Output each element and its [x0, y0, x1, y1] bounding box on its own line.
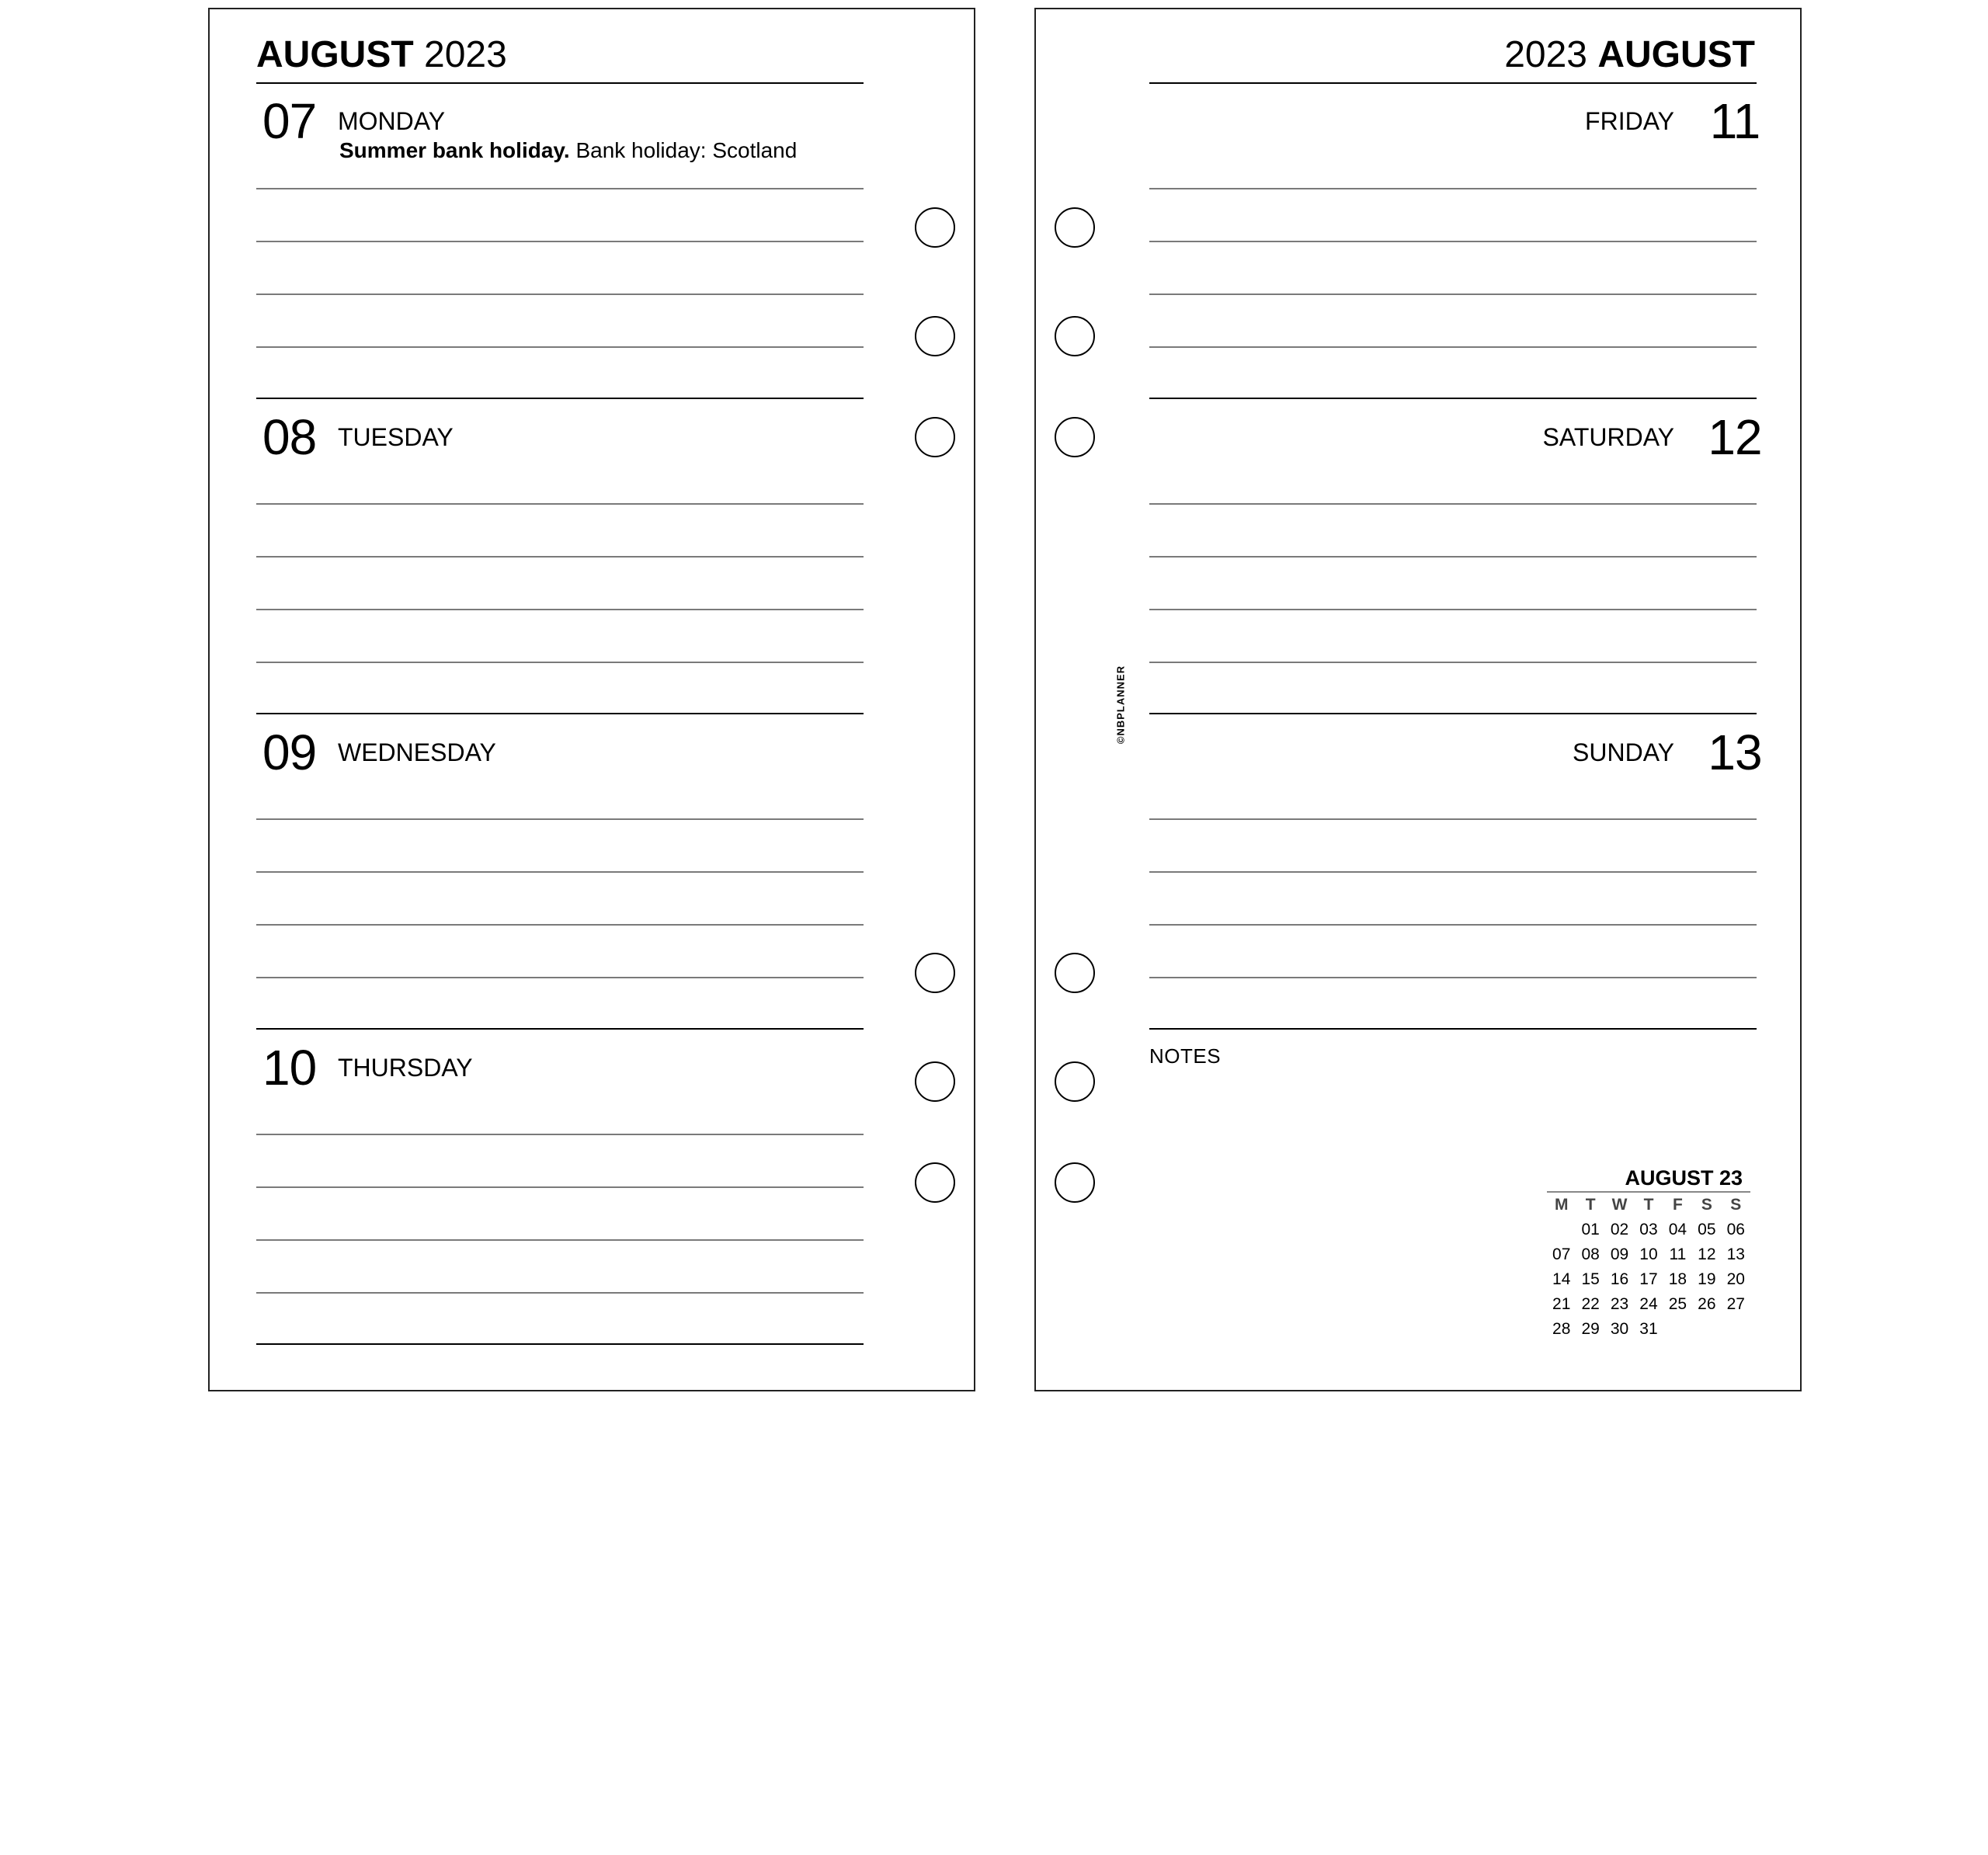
calendar-day: 21	[1552, 1295, 1571, 1313]
calendar-day: 19	[1698, 1270, 1716, 1288]
binder-hole-icon	[915, 1061, 955, 1102]
calendar-day: 29	[1581, 1320, 1600, 1338]
calendar-day: 27	[1726, 1295, 1745, 1313]
writing-line[interactable]	[256, 818, 864, 820]
day-name: FRIDAY	[1585, 107, 1674, 135]
writing-line[interactable]	[256, 503, 864, 505]
calendar-day: 02	[1610, 1221, 1629, 1238]
page-header	[1504, 33, 1755, 78]
writing-line[interactable]	[1149, 503, 1757, 505]
writing-line[interactable]	[1149, 556, 1757, 558]
day-number: 08	[262, 409, 317, 465]
calendar-day: 18	[1668, 1270, 1687, 1288]
day-number: 10	[262, 1040, 317, 1096]
day-separator	[256, 82, 864, 84]
copyright-mark: ©NBPLANNER	[1114, 665, 1127, 745]
day-number: 07	[262, 93, 317, 149]
writing-line[interactable]	[1149, 346, 1757, 348]
header-month: AUGUST	[256, 34, 414, 75]
page-header	[256, 33, 507, 78]
calendar-day: 04	[1668, 1221, 1687, 1238]
calendar-day	[1663, 1317, 1692, 1342]
day-separator	[256, 713, 864, 714]
header-year: 2023	[1504, 34, 1587, 75]
day-number: 12	[1708, 409, 1762, 465]
calendar-week-row	[1547, 1292, 1750, 1317]
writing-line[interactable]	[256, 871, 864, 873]
calendar-day: 15	[1581, 1270, 1600, 1288]
binder-hole-icon	[1055, 417, 1095, 457]
weekday-label: W	[1611, 1196, 1628, 1214]
writing-line[interactable]	[256, 294, 864, 295]
weekday-label: M	[1554, 1196, 1569, 1214]
day-separator	[1149, 713, 1757, 714]
binder-hole-icon	[1055, 316, 1095, 356]
writing-line[interactable]	[1149, 294, 1757, 295]
weekday-label: T	[1585, 1196, 1596, 1214]
calendar-day: 12	[1698, 1245, 1716, 1263]
binder-hole-icon	[1055, 1061, 1095, 1102]
writing-line[interactable]	[256, 609, 864, 610]
calendar-day: 20	[1726, 1270, 1745, 1288]
mini-calendar-grid	[1547, 1193, 1750, 1342]
day-name: MONDAY	[338, 107, 446, 135]
weekday-label: S	[1701, 1196, 1712, 1214]
binder-hole-icon	[915, 1162, 955, 1203]
writing-line[interactable]	[1149, 818, 1757, 820]
binder-hole-icon	[915, 316, 955, 356]
writing-line[interactable]	[1149, 241, 1757, 242]
notes-label: NOTES	[1149, 1044, 1222, 1068]
mini-calendar-title: AUGUST 23	[1625, 1166, 1743, 1190]
page-bottom-rule	[256, 1343, 864, 1345]
calendar-day: 03	[1639, 1221, 1658, 1238]
writing-line[interactable]	[256, 1134, 864, 1135]
calendar-day: 13	[1726, 1245, 1745, 1263]
calendar-day: 25	[1668, 1295, 1687, 1313]
day-name: TUESDAY	[338, 423, 454, 451]
calendar-week-row	[1547, 1317, 1750, 1342]
calendar-day: 06	[1726, 1221, 1745, 1238]
planner-page-left	[208, 8, 975, 1391]
mini-calendar	[1547, 1165, 1750, 1342]
calendar-day: 09	[1610, 1245, 1629, 1263]
writing-line[interactable]	[1149, 662, 1757, 663]
calendar-day: 01	[1581, 1221, 1600, 1238]
weekday-label: T	[1643, 1196, 1654, 1214]
holiday-title: Summer bank holiday.	[339, 138, 570, 162]
calendar-day: 16	[1610, 1270, 1629, 1288]
weekday-header-row	[1547, 1193, 1750, 1218]
day-name: WEDNESDAY	[338, 738, 496, 766]
day-number: 13	[1708, 724, 1762, 780]
calendar-day: 31	[1639, 1320, 1658, 1338]
calendar-day: 05	[1698, 1221, 1716, 1238]
calendar-day: 26	[1698, 1295, 1716, 1313]
calendar-day: 11	[1669, 1245, 1687, 1263]
calendar-day: 22	[1581, 1295, 1600, 1313]
binder-hole-icon	[1055, 953, 1095, 993]
writing-line[interactable]	[1149, 609, 1757, 610]
header-month: AUGUST	[1597, 34, 1755, 75]
weekday-label: F	[1672, 1196, 1683, 1214]
calendar-day: 30	[1610, 1320, 1629, 1338]
writing-line[interactable]	[256, 1292, 864, 1294]
binder-hole-icon	[915, 207, 955, 248]
writing-line[interactable]	[1149, 977, 1757, 978]
binder-hole-icon	[1055, 1162, 1095, 1203]
writing-line[interactable]	[256, 662, 864, 663]
writing-line[interactable]	[256, 1239, 864, 1241]
writing-line[interactable]	[256, 1186, 864, 1188]
notes-separator	[1149, 1028, 1757, 1030]
writing-line[interactable]	[256, 977, 864, 978]
writing-line[interactable]	[256, 188, 864, 189]
writing-line[interactable]	[1149, 188, 1757, 189]
calendar-day: 17	[1639, 1270, 1658, 1288]
binder-hole-icon	[915, 417, 955, 457]
planner-page-right	[1034, 8, 1802, 1391]
day-number: 09	[262, 724, 317, 780]
calendar-day: 14	[1552, 1270, 1571, 1288]
calendar-day: 24	[1639, 1295, 1658, 1313]
holiday-detail: Bank holiday: Scotland	[575, 138, 798, 162]
writing-line[interactable]	[1149, 871, 1757, 873]
weekday-label: S	[1730, 1196, 1742, 1214]
day-separator	[256, 398, 864, 399]
calendar-day: 07	[1552, 1245, 1571, 1263]
day-separator	[1149, 398, 1757, 399]
calendar-day	[1692, 1317, 1721, 1342]
calendar-week-row	[1547, 1218, 1750, 1242]
calendar-day: 28	[1552, 1320, 1571, 1338]
calendar-day	[1547, 1218, 1576, 1242]
calendar-week-row	[1547, 1267, 1750, 1292]
calendar-day	[1722, 1317, 1750, 1342]
header-year: 2023	[424, 34, 507, 75]
day-number: 11	[1709, 93, 1760, 149]
holiday-note	[339, 138, 797, 163]
binder-hole-icon	[1055, 207, 1095, 248]
day-name: THURSDAY	[338, 1054, 473, 1082]
binder-hole-icon	[915, 953, 955, 993]
calendar-day: 10	[1639, 1245, 1658, 1263]
calendar-day: 23	[1610, 1295, 1629, 1313]
day-separator	[1149, 82, 1757, 84]
calendar-day: 08	[1581, 1245, 1600, 1263]
writing-line[interactable]	[256, 241, 864, 242]
day-name: SATURDAY	[1542, 423, 1674, 451]
calendar-week-row	[1547, 1242, 1750, 1267]
day-name: SUNDAY	[1573, 738, 1674, 766]
writing-line[interactable]	[256, 556, 864, 558]
writing-line[interactable]	[256, 346, 864, 348]
day-separator	[256, 1028, 864, 1030]
writing-line[interactable]	[1149, 924, 1757, 926]
writing-line[interactable]	[256, 924, 864, 926]
